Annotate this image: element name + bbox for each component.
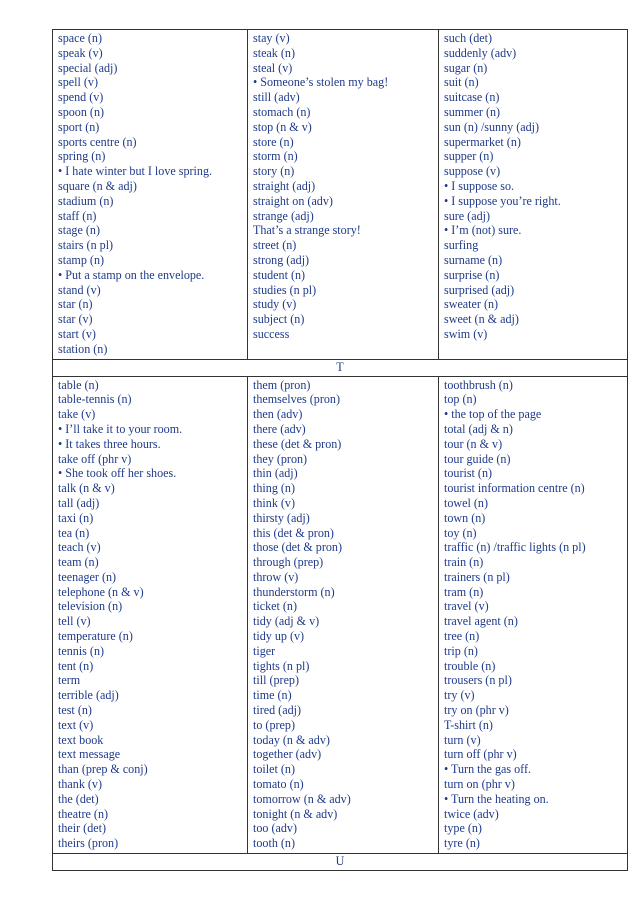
vocabulary-entry: through (prep) <box>253 555 324 570</box>
vocabulary-entry: thirsty (adj) <box>253 510 310 525</box>
vocabulary-entry: them (pron) <box>253 377 311 392</box>
vocabulary-entry: study (v) <box>253 297 297 312</box>
vocabulary-entry: toy (n) <box>444 525 477 540</box>
vocabulary-entry: sweater (n) <box>444 297 499 312</box>
vocabulary-entry: tooth (n) <box>253 836 295 851</box>
vocabulary-entry: try on (phr v) <box>444 703 509 718</box>
vocabulary-entry: square (n & adj) <box>58 178 137 193</box>
vocabulary-entry: tram (n) <box>444 584 484 599</box>
vocabulary-entry: turn off (phr v) <box>444 747 517 762</box>
vocabulary-entry: tonight (n & adv) <box>253 806 338 821</box>
vocabulary-entry: trainers (n pl) <box>444 569 510 584</box>
vocabulary-entry: these (det & pron) <box>253 436 342 451</box>
vocabulary-entry: towel (n) <box>444 495 488 510</box>
vocabulary-entry: take off (phr v) <box>58 451 132 466</box>
vocabulary-entry: tea (n) <box>58 525 90 540</box>
vocabulary-entry: sugar (n) <box>444 60 488 75</box>
vocabulary-entry: together (adv) <box>253 747 322 762</box>
example-sentence: • Turn the heating on. <box>444 791 549 806</box>
vocabulary-entry: tree (n) <box>444 629 480 644</box>
vocabulary-entry: train (n) <box>444 555 484 570</box>
example-sentence: • Turn the gas off. <box>444 762 531 777</box>
example-sentence: • I’m (not) sure. <box>444 223 522 238</box>
vocabulary-entry: they (pron) <box>253 451 308 466</box>
vocabulary-entry: take (v) <box>58 407 96 422</box>
section-letter-heading: U <box>53 854 628 871</box>
vocabulary-entry: surprise (n) <box>444 267 500 282</box>
vocabulary-entry: their (det) <box>58 821 107 836</box>
vocabulary-entry: tourist information centre (n) <box>444 481 585 496</box>
vocabulary-entry: toilet (n) <box>253 762 295 777</box>
vocabulary-entry: stage (n) <box>58 223 100 238</box>
vocabulary-entry: surfing <box>444 238 479 253</box>
vocabulary-entry: student (n) <box>253 267 306 282</box>
vocabulary-entry: star (v) <box>58 312 93 327</box>
vocabulary-entry: story (n) <box>253 164 295 179</box>
vocabulary-entry: straight on (adv) <box>253 193 333 208</box>
vocabulary-table-body <box>53 30 628 871</box>
vocabulary-entry: stand (v) <box>58 282 101 297</box>
vocabulary-entry: town (n) <box>444 510 486 525</box>
word-column <box>439 376 628 854</box>
example-sentence: • Someone’s stolen my bag! <box>253 75 389 90</box>
word-column <box>248 376 439 854</box>
vocabulary-entry: this (det & pron) <box>253 525 334 540</box>
vocabulary-entry: strong (adj) <box>253 252 310 267</box>
vocabulary-entry: supermarket (n) <box>444 134 521 149</box>
vocabulary-entry: themselves (pron) <box>253 392 340 407</box>
vocabulary-entry: top (n) <box>444 392 477 407</box>
vocabulary-entry: steak (n) <box>253 45 295 60</box>
vocabulary-entry: trip (n) <box>444 643 478 658</box>
vocabulary-entry: text book <box>58 732 104 747</box>
vocabulary-entry: tour (n & v) <box>444 436 503 451</box>
vocabulary-entry: tidy up (v) <box>253 629 305 644</box>
vocabulary-entry: today (n & adv) <box>253 732 330 747</box>
example-sentence: • It takes three hours. <box>58 436 161 451</box>
vocabulary-entry: think (v) <box>253 495 295 510</box>
vocabulary-entry: surprised (adj) <box>444 282 515 297</box>
vocabulary-page <box>52 29 624 871</box>
vocabulary-entry: staff (n) <box>58 208 97 223</box>
vocabulary-entry: thing (n) <box>253 481 295 496</box>
vocabulary-entry: stop (n & v) <box>253 119 312 134</box>
word-column <box>53 376 248 854</box>
vocabulary-entry: stairs (n pl) <box>58 238 114 253</box>
vocabulary-entry: sport (n) <box>58 119 100 134</box>
vocabulary-entry: still (adv) <box>253 90 300 105</box>
vocabulary-entry: telephone (n & v) <box>58 584 144 599</box>
word-list-row <box>53 376 628 854</box>
vocabulary-entry: table-tennis (n) <box>58 392 132 407</box>
vocabulary-entry: text (v) <box>58 717 94 732</box>
vocabulary-entry: steal (v) <box>253 60 293 75</box>
vocabulary-entry: temperature (n) <box>58 629 133 644</box>
vocabulary-entry: television (n) <box>58 599 123 614</box>
vocabulary-entry: tour guide (n) <box>444 451 511 466</box>
vocabulary-entry: star (n) <box>58 297 93 312</box>
vocabulary-entry: tiger <box>253 643 276 658</box>
vocabulary-entry: suddenly (adv) <box>444 45 517 60</box>
vocabulary-entry: throw (v) <box>253 569 299 584</box>
section-letter-heading: T <box>53 359 628 376</box>
vocabulary-entry: twice (adv) <box>444 806 499 821</box>
vocabulary-entry: tomato (n) <box>253 777 304 792</box>
vocabulary-entry: travel agent (n) <box>444 614 518 629</box>
vocabulary-entry: tent (n) <box>58 658 94 673</box>
vocabulary-entry: suitcase (n) <box>444 90 500 105</box>
vocabulary-entry: start (v) <box>58 326 96 341</box>
vocabulary-entry: spring (n) <box>58 149 106 164</box>
vocabulary-entry: toothbrush (n) <box>444 377 513 392</box>
example-sentence: • the top of the page <box>444 407 542 422</box>
vocabulary-entry: sports centre (n) <box>58 134 137 149</box>
vocabulary-entry: test (n) <box>58 703 92 718</box>
vocabulary-table <box>52 29 628 871</box>
word-column <box>248 30 439 360</box>
vocabulary-entry: taxi (n) <box>58 510 94 525</box>
word-column <box>53 30 248 360</box>
vocabulary-entry: tall (adj) <box>58 495 100 510</box>
example-sentence: • She took off her shoes. <box>58 466 177 481</box>
vocabulary-entry: suppose (v) <box>444 164 501 179</box>
vocabulary-entry: tell (v) <box>58 614 91 629</box>
vocabulary-entry: store (n) <box>253 134 294 149</box>
example-sentence: • Put a stamp on the envelope. <box>58 267 205 282</box>
vocabulary-entry: sun (n) /sunny (adj) <box>444 119 540 134</box>
vocabulary-entry: speak (v) <box>58 45 103 60</box>
vocabulary-entry: sure (adj) <box>444 208 491 223</box>
word-list-row <box>53 30 628 360</box>
vocabulary-entry: teenager (n) <box>58 569 117 584</box>
vocabulary-entry: there (adv) <box>253 421 306 436</box>
example-sentence: • I hate winter but I love spring. <box>58 164 213 179</box>
vocabulary-entry: storm (n) <box>253 149 298 164</box>
vocabulary-entry: tired (adj) <box>253 703 302 718</box>
vocabulary-entry: such (det) <box>444 31 493 45</box>
vocabulary-entry: theatre (n) <box>58 806 109 821</box>
vocabulary-entry: trouble (n) <box>444 658 496 673</box>
vocabulary-entry: sweet (n & adj) <box>444 312 519 327</box>
vocabulary-entry: special (adj) <box>58 60 118 75</box>
section-header-row <box>53 359 628 376</box>
vocabulary-entry: supper (n) <box>444 149 494 164</box>
vocabulary-entry: station (n) <box>58 341 108 356</box>
example-sentence: • I suppose so. <box>444 178 515 193</box>
vocabulary-entry: till (prep) <box>253 673 300 688</box>
vocabulary-entry: spoon (n) <box>58 104 105 119</box>
vocabulary-entry: suit (n) <box>444 75 479 90</box>
vocabulary-entry: tennis (n) <box>58 643 105 658</box>
vocabulary-entry: team (n) <box>58 555 99 570</box>
vocabulary-entry: street (n) <box>253 238 297 253</box>
vocabulary-entry: stamp (n) <box>58 252 105 267</box>
example-sentence: • I’ll take it to your room. <box>58 421 183 436</box>
vocabulary-entry: stomach (n) <box>253 104 311 119</box>
vocabulary-entry: studies (n pl) <box>253 282 317 297</box>
vocabulary-entry: spell (v) <box>58 75 98 90</box>
vocabulary-entry: swim (v) <box>444 326 488 341</box>
vocabulary-entry: to (prep) <box>253 717 295 732</box>
vocabulary-entry: success <box>253 326 290 341</box>
vocabulary-entry: T-shirt (n) <box>444 717 493 732</box>
vocabulary-entry: than (prep & conj) <box>58 762 148 777</box>
vocabulary-entry: then (adv) <box>253 407 303 422</box>
vocabulary-entry: too (adv) <box>253 821 297 836</box>
vocabulary-entry: tights (n pl) <box>253 658 310 673</box>
vocabulary-entry: trousers (n pl) <box>444 673 512 688</box>
section-header-row <box>53 854 628 871</box>
vocabulary-entry: summer (n) <box>444 104 501 119</box>
vocabulary-entry: the (det) <box>58 791 99 806</box>
vocabulary-entry: surname (n) <box>444 252 503 267</box>
vocabulary-entry: That’s a strange story! <box>253 223 361 238</box>
vocabulary-entry: thin (adj) <box>253 466 298 481</box>
vocabulary-entry: spend (v) <box>58 90 104 105</box>
vocabulary-entry: ticket (n) <box>253 599 297 614</box>
vocabulary-entry: terrible (adj) <box>58 688 119 703</box>
vocabulary-entry: term <box>58 673 81 688</box>
vocabulary-entry: turn (v) <box>444 732 481 747</box>
vocabulary-entry: table (n) <box>58 377 99 392</box>
vocabulary-entry: stadium (n) <box>58 193 114 208</box>
vocabulary-entry: type (n) <box>444 821 482 836</box>
vocabulary-entry: traffic (n) /traffic lights (n pl) <box>444 540 586 555</box>
vocabulary-entry: total (adj & n) <box>444 421 513 436</box>
vocabulary-entry: talk (n & v) <box>58 481 115 496</box>
vocabulary-entry: those (det & pron) <box>253 540 343 555</box>
vocabulary-entry: try (v) <box>444 688 475 703</box>
vocabulary-entry: travel (v) <box>444 599 489 614</box>
word-column <box>439 30 628 360</box>
vocabulary-entry: text message <box>58 747 121 762</box>
vocabulary-entry: strange (adj) <box>253 208 314 223</box>
vocabulary-entry: stay (v) <box>253 31 290 45</box>
vocabulary-entry: subject (n) <box>253 312 305 327</box>
vocabulary-entry: space (n) <box>58 31 102 45</box>
vocabulary-entry: teach (v) <box>58 540 101 555</box>
vocabulary-entry: straight (adj) <box>253 178 316 193</box>
vocabulary-entry: tourist (n) <box>444 466 493 481</box>
vocabulary-entry: time (n) <box>253 688 292 703</box>
vocabulary-entry: theirs (pron) <box>58 836 119 851</box>
example-sentence: • I suppose you’re right. <box>444 193 561 208</box>
vocabulary-entry: tidy (adj & v) <box>253 614 320 629</box>
vocabulary-entry: thank (v) <box>58 777 102 792</box>
vocabulary-entry: thunderstorm (n) <box>253 584 335 599</box>
vocabulary-entry: tyre (n) <box>444 836 480 851</box>
vocabulary-entry: turn on (phr v) <box>444 777 515 792</box>
vocabulary-entry: tomorrow (n & adv) <box>253 791 351 806</box>
